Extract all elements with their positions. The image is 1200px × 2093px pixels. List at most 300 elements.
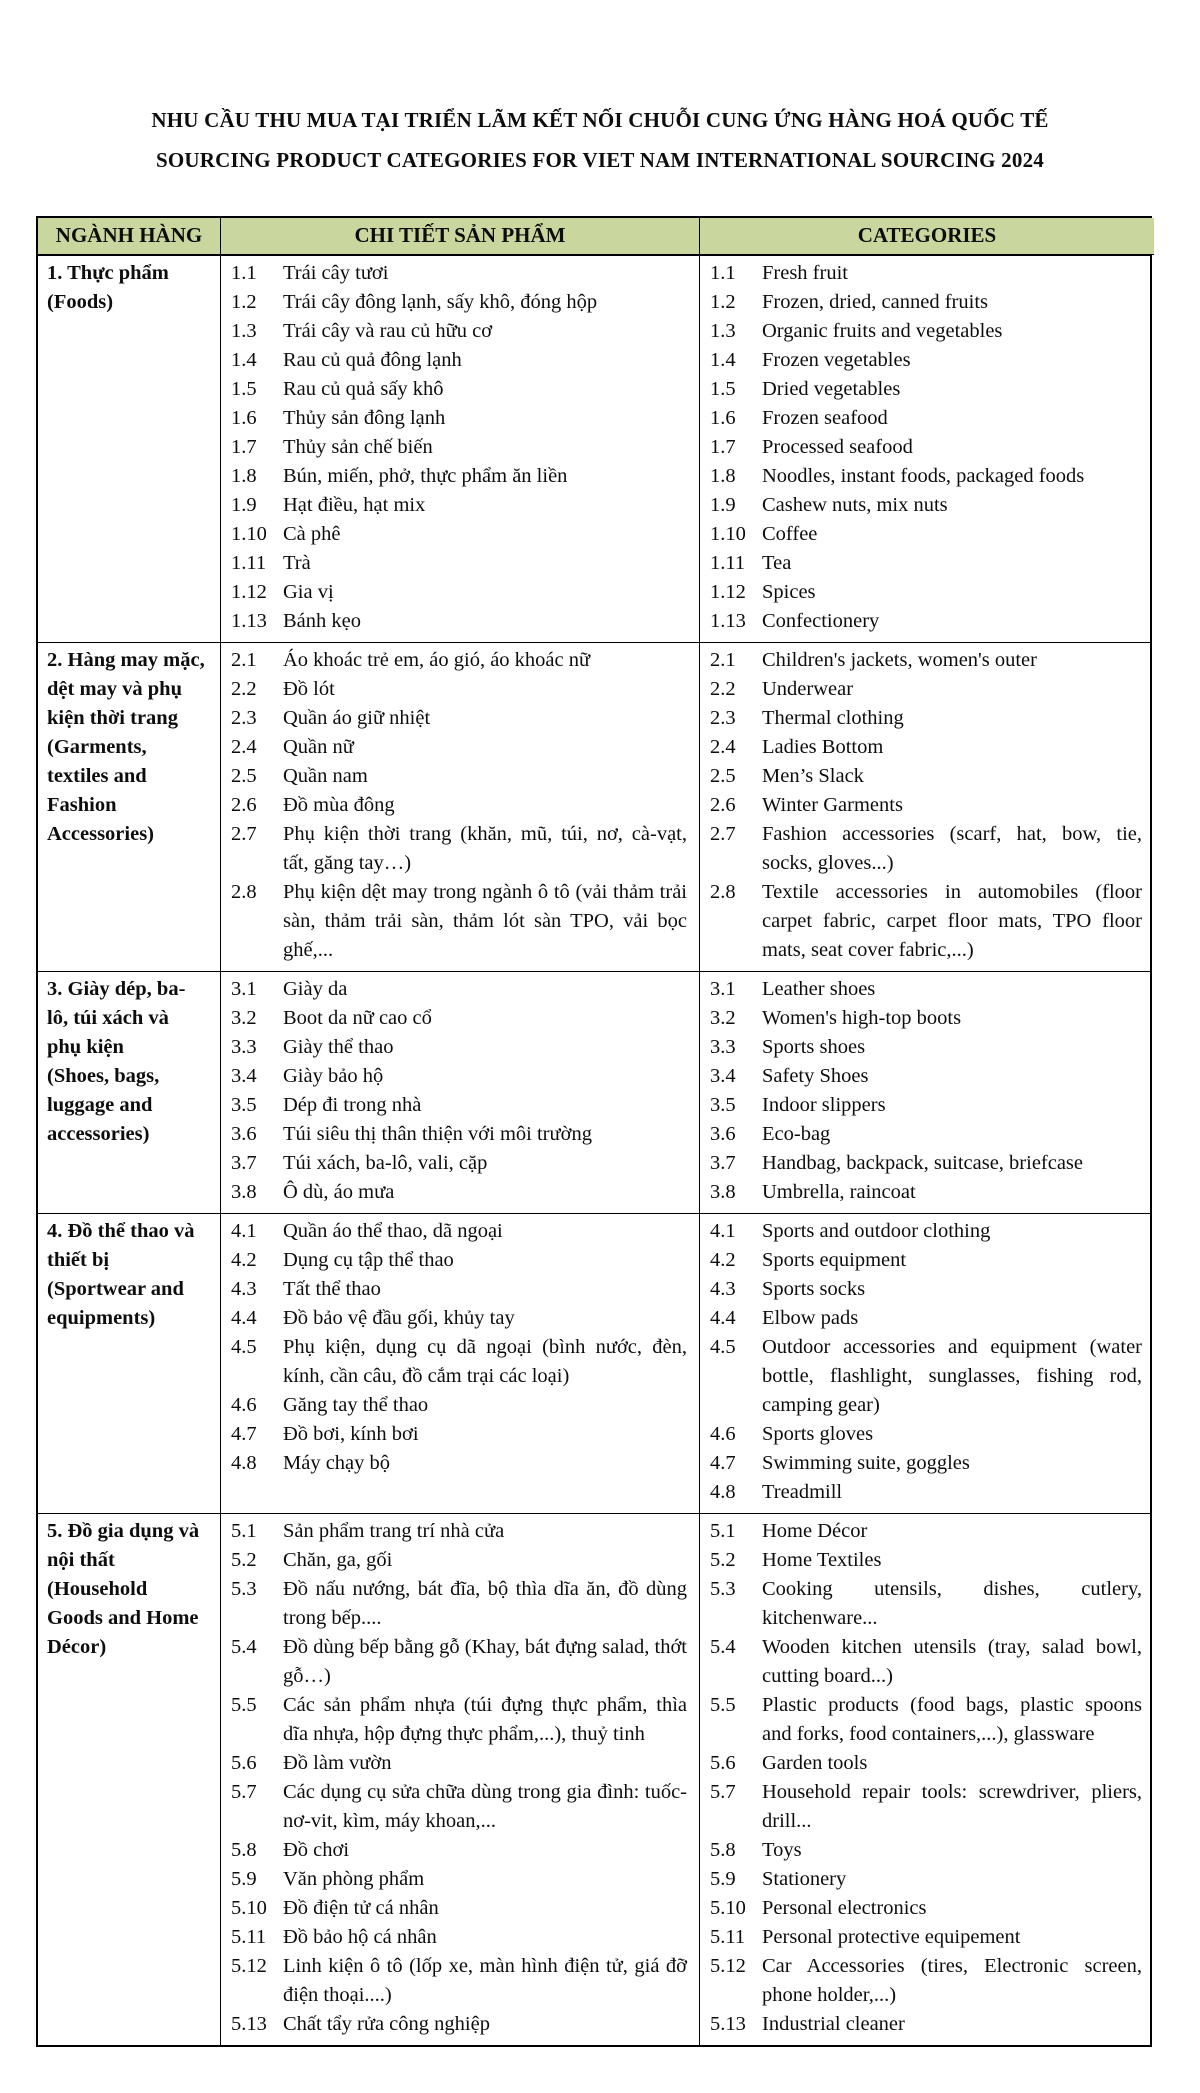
item-number: 4.1 (710, 1220, 736, 1242)
item-text: Đồ điện tử cá nhân (283, 1897, 439, 1919)
item-number: 2.4 (231, 736, 257, 758)
item-text: Ladies Bottom (762, 736, 884, 758)
product-item-vn (231, 607, 693, 636)
item-text: Sports and outdoor clothing (762, 1220, 991, 1242)
item-text: Ô dù, áo mưa (283, 1181, 395, 1203)
item-text: Đồ chơi (283, 1839, 350, 1861)
item-number: 3.8 (710, 1181, 736, 1203)
item-text: Trái cây tươi (283, 262, 389, 284)
product-item-en (710, 1633, 1148, 1691)
item-number: 3.7 (710, 1152, 736, 1174)
table-body (38, 255, 1150, 2045)
item-text: Sports gloves (762, 1423, 874, 1445)
product-item-vn (231, 762, 693, 791)
product-item-en (710, 1091, 1148, 1120)
product-item-en (710, 491, 1148, 520)
item-number: 4.2 (231, 1249, 257, 1271)
item-text: Umbrella, raincoat (762, 1181, 916, 1203)
category-label-en: (Foods) (47, 291, 114, 313)
item-text: Giày thể thao (283, 1036, 394, 1058)
item-text: Handbag, backpack, suitcase, briefcase (762, 1152, 1084, 1174)
product-item-vn (231, 317, 693, 346)
category-label-en: Décor) (47, 1636, 107, 1658)
item-number: 5.10 (231, 1897, 267, 1919)
product-item-en (710, 1420, 1148, 1449)
product-details-cell (220, 1214, 699, 1513)
product-item-vn (231, 404, 693, 433)
product-item-vn (231, 1217, 693, 1246)
item-number: 5.13 (231, 2013, 267, 2035)
item-text: Găng tay thể thao (283, 1394, 429, 1416)
product-item-en (710, 578, 1148, 607)
product-item-vn (231, 1633, 693, 1691)
item-number: 1.9 (231, 494, 257, 516)
product-item-en (710, 1778, 1148, 1836)
product-details-cell (220, 256, 699, 642)
item-number: 3.8 (231, 1181, 257, 1203)
item-number: 5.7 (231, 1781, 257, 1803)
product-item-en (710, 1575, 1148, 1633)
item-text: Leather shoes (762, 978, 876, 1000)
item-number: 2.7 (710, 823, 736, 845)
category-label-vn: lô, túi xách và (47, 1007, 169, 1029)
item-number: 5.2 (231, 1549, 257, 1571)
item-number: 1.7 (231, 436, 257, 458)
item-text: Đồ dùng bếp bằng gỗ (Khay, bát đựng salad, thớt gỗ…) (283, 1636, 687, 1687)
item-number: 2.3 (231, 707, 257, 729)
product-item-en (710, 1149, 1148, 1178)
product-item-vn (231, 375, 693, 404)
item-number: 5.11 (231, 1926, 267, 1948)
item-number: 4.3 (710, 1278, 736, 1300)
item-text: Safety Shoes (762, 1065, 869, 1087)
item-number: 4.5 (231, 1336, 257, 1358)
product-item-en (710, 1333, 1148, 1420)
table-row (38, 1213, 1150, 1513)
item-text: Textile accessories in automobiles (floor carpet fabric, carpet floor mats, TPO floor mats, seat cover fabric,...) (762, 881, 1142, 961)
item-number: 1.1 (231, 262, 257, 284)
category-label-vn: 3. Giày dép, ba- (47, 978, 186, 1000)
product-item-vn (231, 791, 693, 820)
item-text: Elbow pads (762, 1307, 859, 1329)
item-number: 4.6 (710, 1423, 736, 1445)
product-item-vn (231, 578, 693, 607)
item-text: Dried vegetables (762, 378, 901, 400)
item-number: 1.3 (231, 320, 257, 342)
item-text: Processed seafood (762, 436, 913, 458)
column-header-categories: CATEGORIES (699, 218, 1154, 255)
item-text: Plastic products (food bags, plastic spoons and forks, food containers,...), glassware (762, 1694, 1142, 1745)
item-number: 3.5 (231, 1094, 257, 1116)
item-text: Indoor slippers (762, 1094, 886, 1116)
product-item-vn (231, 1304, 693, 1333)
item-text: Hạt điều, hạt mix (283, 494, 426, 516)
item-number: 1.13 (231, 610, 267, 632)
product-item-en (710, 820, 1148, 878)
category-label-vn: nội thất (47, 1549, 115, 1571)
product-item-vn (231, 820, 693, 878)
item-text: Túi xách, ba-lô, vali, cặp (283, 1152, 488, 1174)
item-text: Đồ làm vườn (283, 1752, 392, 1774)
item-text: Các sản phẩm nhựa (túi đựng thực phẩm, thìa dĩa nhựa, hộp đựng thực phẩm,...), thuỷ tinh (283, 1694, 687, 1745)
category-label-vn: thiết bị (47, 1249, 110, 1271)
product-item-vn (231, 1120, 693, 1149)
product-item-en (710, 646, 1148, 675)
item-number: 2.3 (710, 707, 736, 729)
product-item-vn (231, 433, 693, 462)
item-text: Fresh fruit (762, 262, 848, 284)
product-item-vn (231, 1865, 693, 1894)
item-number: 5.8 (710, 1839, 736, 1861)
item-text: Industrial cleaner (762, 2013, 905, 2035)
category-label-en: (Shoes, bags, (47, 1065, 160, 1087)
categories-cell (699, 256, 1154, 642)
item-number: 3.5 (710, 1094, 736, 1116)
product-item-vn (231, 1546, 693, 1575)
item-number: 1.8 (710, 465, 736, 487)
item-text: Phụ kiện, dụng cụ dã ngoại (bình nước, đèn, kính, cần câu, đồ cắm trại các loại) (283, 1336, 687, 1387)
product-item-en (710, 733, 1148, 762)
categories-cell (699, 1214, 1154, 1513)
product-item-vn (231, 1333, 693, 1391)
item-number: 3.2 (231, 1007, 257, 1029)
item-text: Stationery (762, 1868, 847, 1890)
product-item-en (710, 1691, 1148, 1749)
item-number: 2.2 (710, 678, 736, 700)
product-item-en (710, 878, 1148, 965)
category-label-en: Goods and Home (47, 1607, 199, 1629)
item-text: Women's high-top boots (762, 1007, 962, 1029)
item-text: Home Textiles (762, 1549, 882, 1571)
item-number: 2.2 (231, 678, 257, 700)
product-item-vn (231, 491, 693, 520)
item-number: 1.3 (710, 320, 736, 342)
item-number: 5.13 (710, 2013, 746, 2035)
item-number: 3.3 (231, 1036, 257, 1058)
category-label-en: Accessories) (47, 823, 155, 845)
product-item-vn (231, 1749, 693, 1778)
item-number: 5.12 (231, 1955, 267, 1977)
item-number: 2.5 (710, 765, 736, 787)
item-number: 5.11 (710, 1926, 746, 1948)
item-text: Thủy sản chế biến (283, 436, 433, 458)
item-number: 5.3 (231, 1578, 257, 1600)
product-item-en (710, 704, 1148, 733)
item-text: Đồ bảo vệ đầu gối, khủy tay (283, 1307, 515, 1329)
product-item-en (710, 317, 1148, 346)
category-label-vn: 5. Đồ gia dụng và (47, 1520, 200, 1542)
product-item-vn (231, 1923, 693, 1952)
product-item-en (710, 1033, 1148, 1062)
product-item-en (710, 1275, 1148, 1304)
item-number: 4.8 (710, 1481, 736, 1503)
product-item-en (710, 762, 1148, 791)
document-title (0, 0, 1200, 180)
item-number: 1.6 (231, 407, 257, 429)
item-text: Giày da (283, 978, 348, 1000)
category-label-vn: phụ kiện (47, 1036, 124, 1058)
categories-cell (699, 643, 1154, 971)
item-number: 4.4 (710, 1307, 736, 1329)
table-header-row (38, 218, 1150, 255)
product-details-cell (220, 1514, 699, 2045)
item-text: Home Décor (762, 1520, 868, 1542)
item-number: 2.8 (231, 881, 257, 903)
column-header-nganh-hang: NGÀNH HÀNG (38, 218, 220, 255)
item-text: Giày bảo hộ (283, 1065, 384, 1087)
product-item-vn (231, 1004, 693, 1033)
product-item-vn (231, 520, 693, 549)
product-item-en (710, 433, 1148, 462)
item-text: Sports shoes (762, 1036, 866, 1058)
category-label-en: accessories) (47, 1123, 150, 1145)
item-number: 5.12 (710, 1955, 746, 1977)
item-text: Rau củ quả sấy khô (283, 378, 444, 400)
category-label-en: Fashion (47, 794, 117, 816)
product-item-en (710, 791, 1148, 820)
table-row (38, 642, 1150, 971)
item-number: 3.4 (231, 1065, 257, 1087)
item-text: Phụ kiện thời trang (khăn, mũ, túi, nơ, cà-vạt, tất, găng tay…) (283, 823, 687, 874)
table-row (38, 255, 1150, 642)
item-number: 3.3 (710, 1036, 736, 1058)
item-text: Personal protective equipement (762, 1926, 1021, 1948)
product-item-en (710, 1952, 1148, 2010)
item-number: 2.1 (231, 649, 257, 671)
product-item-en (710, 607, 1148, 636)
item-text: Thermal clothing (762, 707, 904, 729)
product-item-en (710, 975, 1148, 1004)
product-item-vn (231, 1952, 693, 2010)
item-text: Winter Garments (762, 794, 903, 816)
item-text: Boot da nữ cao cổ (283, 1007, 432, 1029)
item-number: 1.12 (231, 581, 267, 603)
item-text: Rau củ quả đông lạnh (283, 349, 462, 371)
product-item-vn (231, 646, 693, 675)
product-item-vn (231, 975, 693, 1004)
item-text: Quần nam (283, 765, 368, 787)
product-item-vn (231, 549, 693, 578)
category-label-vn: 2. Hàng may mặc, (47, 649, 205, 671)
product-item-vn (231, 1575, 693, 1633)
item-text: Dép đi trong nhà (283, 1094, 422, 1116)
item-text: Phụ kiện dệt may trong ngành ô tô (vải thảm trải sàn, thảm trải sàn, thảm lót sàn TPO, vải bọc ghế,... (283, 881, 687, 961)
product-item-vn (231, 1246, 693, 1275)
item-number: 5.4 (231, 1636, 257, 1658)
item-number: 4.6 (231, 1394, 257, 1416)
category-label-cell (38, 972, 220, 1213)
item-text: Sản phẩm trang trí nhà cửa (283, 1520, 505, 1542)
item-number: 5.2 (710, 1549, 736, 1571)
category-label-cell (38, 256, 220, 642)
item-text: Sports equipment (762, 1249, 907, 1271)
product-details-cell (220, 643, 699, 971)
item-text: Wooden kitchen utensils (tray, salad bowl, cutting board...) (762, 1636, 1142, 1687)
item-text: Sports socks (762, 1278, 866, 1300)
item-number: 5.4 (710, 1636, 736, 1658)
item-text: Outdoor accessories and equipment (water bottle, flashlight, sunglasses, fishing rod, camping gear) (762, 1336, 1142, 1416)
item-text: Men’s Slack (762, 765, 864, 787)
product-item-en (710, 346, 1148, 375)
item-number: 2.7 (231, 823, 257, 845)
product-item-vn (231, 1894, 693, 1923)
product-item-en (710, 1923, 1148, 1952)
product-item-en (710, 1449, 1148, 1478)
categories-cell (699, 972, 1154, 1213)
item-text: Coffee (762, 523, 818, 545)
item-text: Trái cây và rau củ hữu cơ (283, 320, 493, 342)
item-number: 5.7 (710, 1781, 736, 1803)
item-text: Household repair tools: screwdriver, pliers, drill... (762, 1781, 1142, 1832)
item-number: 1.13 (710, 610, 746, 632)
product-item-en (710, 675, 1148, 704)
product-item-vn (231, 1836, 693, 1865)
item-text: Đồ lót (283, 678, 335, 700)
product-item-en (710, 288, 1148, 317)
item-number: 5.8 (231, 1839, 257, 1861)
item-text: Túi siêu thị thân thiện với môi trường (283, 1123, 592, 1145)
item-number: 2.6 (710, 794, 736, 816)
table-row (38, 971, 1150, 1213)
item-number: 1.11 (231, 552, 267, 574)
item-number: 5.1 (710, 1520, 736, 1542)
categories-cell (699, 1514, 1154, 2045)
item-text: Tea (762, 552, 792, 574)
item-number: 2.4 (710, 736, 736, 758)
product-item-vn (231, 1062, 693, 1091)
item-number: 1.10 (710, 523, 746, 545)
product-item-vn (231, 346, 693, 375)
product-details-cell (220, 972, 699, 1213)
product-item-en (710, 1246, 1148, 1275)
product-item-vn (231, 1778, 693, 1836)
item-number: 2.1 (710, 649, 736, 671)
item-number: 5.6 (710, 1752, 736, 1774)
item-text: Frozen vegetables (762, 349, 911, 371)
product-item-en (710, 1120, 1148, 1149)
item-text: Treadmill (762, 1481, 843, 1503)
item-text: Spices (762, 581, 816, 603)
category-label-en: (Household (47, 1578, 148, 1600)
item-number: 1.7 (710, 436, 736, 458)
item-number: 3.2 (710, 1007, 736, 1029)
item-number: 3.6 (710, 1123, 736, 1145)
item-number: 1.2 (710, 291, 736, 313)
product-item-vn (231, 733, 693, 762)
item-number: 3.1 (231, 978, 257, 1000)
item-number: 1.4 (231, 349, 257, 371)
product-item-en (710, 1865, 1148, 1894)
item-text: Bánh kẹo (283, 610, 361, 632)
item-text: Frozen seafood (762, 407, 888, 429)
item-text: Fashion accessories (scarf, hat, bow, tie, socks, gloves...) (762, 823, 1142, 874)
table-row (38, 1513, 1150, 2045)
item-text: Trà (283, 552, 311, 574)
category-label-vn: 4. Đồ thể thao và (47, 1220, 195, 1242)
item-number: 1.1 (710, 262, 736, 284)
item-text: Noodles, instant foods, packaged foods (762, 465, 1085, 487)
product-item-en (710, 375, 1148, 404)
category-label-cell (38, 1514, 220, 2045)
item-text: Đồ bơi, kính bơi (283, 1423, 419, 1445)
category-label-en: textiles and (47, 765, 147, 787)
item-text: Thủy sản đông lạnh (283, 407, 446, 429)
column-header-chi-tiet-san-pham: CHI TIẾT SẢN PHẨM (220, 218, 699, 255)
category-label-vn: dệt may và phụ (47, 678, 182, 700)
item-number: 1.5 (231, 378, 257, 400)
item-text: Đồ mùa đông (283, 794, 395, 816)
item-number: 5.6 (231, 1752, 257, 1774)
category-label-cell (38, 1214, 220, 1513)
item-number: 1.10 (231, 523, 267, 545)
category-label-en: (Sportwear and (47, 1278, 184, 1300)
product-item-en (710, 2010, 1148, 2039)
item-number: 5.3 (710, 1578, 736, 1600)
item-text: Children's jackets, women's outer (762, 649, 1037, 671)
item-text: Organic fruits and vegetables (762, 320, 1003, 342)
item-text: Áo khoác trẻ em, áo gió, áo khoác nữ (283, 649, 591, 671)
item-number: 4.7 (710, 1452, 736, 1474)
product-item-vn (231, 259, 693, 288)
item-number: 4.4 (231, 1307, 257, 1329)
item-number: 1.6 (710, 407, 736, 429)
item-text: Linh kiện ô tô (lốp xe, màn hình điện tử, giá đỡ điện thoại....) (283, 1955, 687, 2006)
item-text: Bún, miến, phở, thực phẩm ăn liền (283, 465, 568, 487)
item-number: 5.1 (231, 1520, 257, 1542)
item-number: 5.9 (231, 1868, 257, 1890)
item-text: Swimming suite, goggles (762, 1452, 970, 1474)
item-number: 5.5 (231, 1694, 257, 1716)
item-number: 1.12 (710, 581, 746, 603)
product-item-en (710, 1304, 1148, 1333)
item-text: Cooking utensils, dishes, cutlery, kitchenware... (762, 1578, 1142, 1629)
item-text: Tất thể thao (283, 1278, 381, 1300)
product-item-vn (231, 1691, 693, 1749)
product-item-en (710, 1894, 1148, 1923)
item-number: 4.7 (231, 1423, 257, 1445)
product-item-en (710, 1546, 1148, 1575)
product-item-vn (231, 1517, 693, 1546)
product-item-vn (231, 1420, 693, 1449)
product-item-vn (231, 462, 693, 491)
item-text: Eco-bag (762, 1123, 831, 1145)
item-text: Gia vị (283, 581, 334, 603)
item-text: Cashew nuts, mix nuts (762, 494, 948, 516)
product-item-vn (231, 288, 693, 317)
item-number: 5.9 (710, 1868, 736, 1890)
item-number: 3.1 (710, 978, 736, 1000)
category-label-vn: 1. Thực phẩm (47, 262, 169, 284)
product-item-en (710, 1749, 1148, 1778)
product-item-vn (231, 1033, 693, 1062)
product-item-vn (231, 1178, 693, 1207)
item-text: Máy chạy bộ (283, 1452, 391, 1474)
item-number: 1.8 (231, 465, 257, 487)
product-item-vn (231, 675, 693, 704)
item-text: Chất tẩy rửa công nghiệp (283, 2013, 490, 2035)
item-text: Chăn, ga, gối (283, 1549, 393, 1571)
item-number: 4.5 (710, 1336, 736, 1358)
item-text: Toys (762, 1839, 802, 1861)
product-item-en (710, 462, 1148, 491)
product-item-vn (231, 704, 693, 733)
item-text: Underwear (762, 678, 854, 700)
item-number: 3.4 (710, 1065, 736, 1087)
product-item-vn (231, 1149, 693, 1178)
product-item-vn (231, 1091, 693, 1120)
product-item-en (710, 1062, 1148, 1091)
item-number: 2.6 (231, 794, 257, 816)
